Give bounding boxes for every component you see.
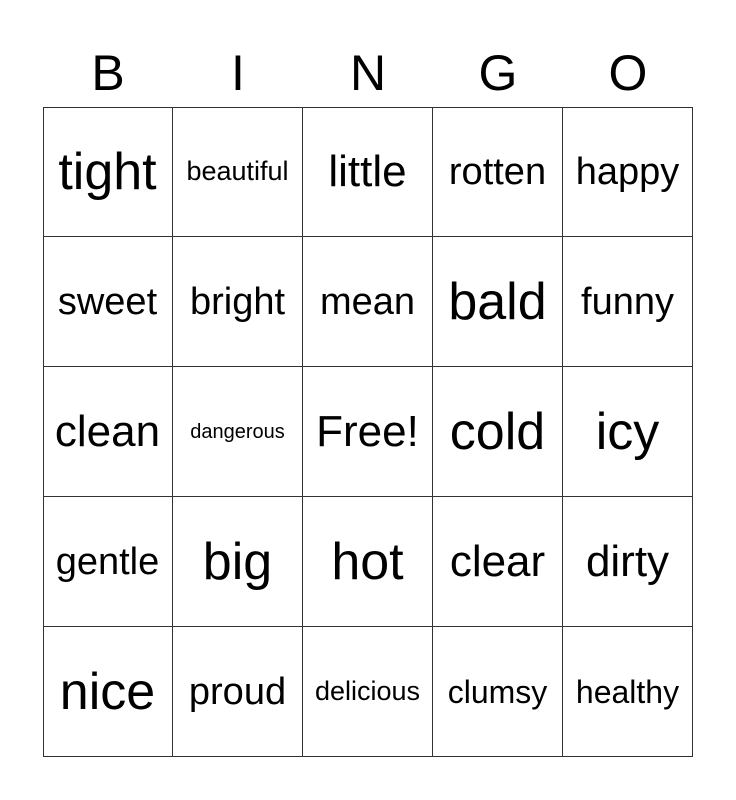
- bingo-cell[interactable]: nice: [43, 627, 173, 757]
- bingo-cell[interactable]: dangerous: [173, 367, 303, 497]
- bingo-cell[interactable]: proud: [173, 627, 303, 757]
- bingo-cell[interactable]: mean: [303, 237, 433, 367]
- bingo-cell[interactable]: icy: [563, 367, 693, 497]
- bingo-cell[interactable]: dirty: [563, 497, 693, 627]
- bingo-cell[interactable]: little: [303, 107, 433, 237]
- bingo-cell[interactable]: cold: [433, 367, 563, 497]
- bingo-cell[interactable]: clear: [433, 497, 563, 627]
- header-letter-i: I: [231, 45, 245, 101]
- bingo-header: [43, 40, 693, 106]
- free-space-cell[interactable]: Free!: [303, 367, 433, 497]
- header-letter-b: B: [91, 45, 125, 101]
- bingo-cell[interactable]: bright: [173, 237, 303, 367]
- bingo-cell[interactable]: beautiful: [173, 107, 303, 237]
- bingo-cell[interactable]: funny: [563, 237, 693, 367]
- bingo-cell[interactable]: tight: [43, 107, 173, 237]
- bingo-cell[interactable]: big: [173, 497, 303, 627]
- bingo-cell[interactable]: happy: [563, 107, 693, 237]
- bingo-cell[interactable]: sweet: [43, 237, 173, 367]
- bingo-cell[interactable]: delicious: [303, 627, 433, 757]
- bingo-cell[interactable]: rotten: [433, 107, 563, 237]
- bingo-cell[interactable]: gentle: [43, 497, 173, 627]
- header-letter-g: G: [478, 45, 518, 101]
- bingo-cell[interactable]: healthy: [563, 627, 693, 757]
- bingo-cell[interactable]: hot: [303, 497, 433, 627]
- bingo-cell[interactable]: clean: [43, 367, 173, 497]
- bingo-cell[interactable]: bald: [433, 237, 563, 367]
- header-letter-o: O: [608, 45, 648, 101]
- bingo-board: [43, 107, 693, 757]
- header-letter-n: N: [349, 45, 387, 101]
- bingo-cell[interactable]: clumsy: [433, 627, 563, 757]
